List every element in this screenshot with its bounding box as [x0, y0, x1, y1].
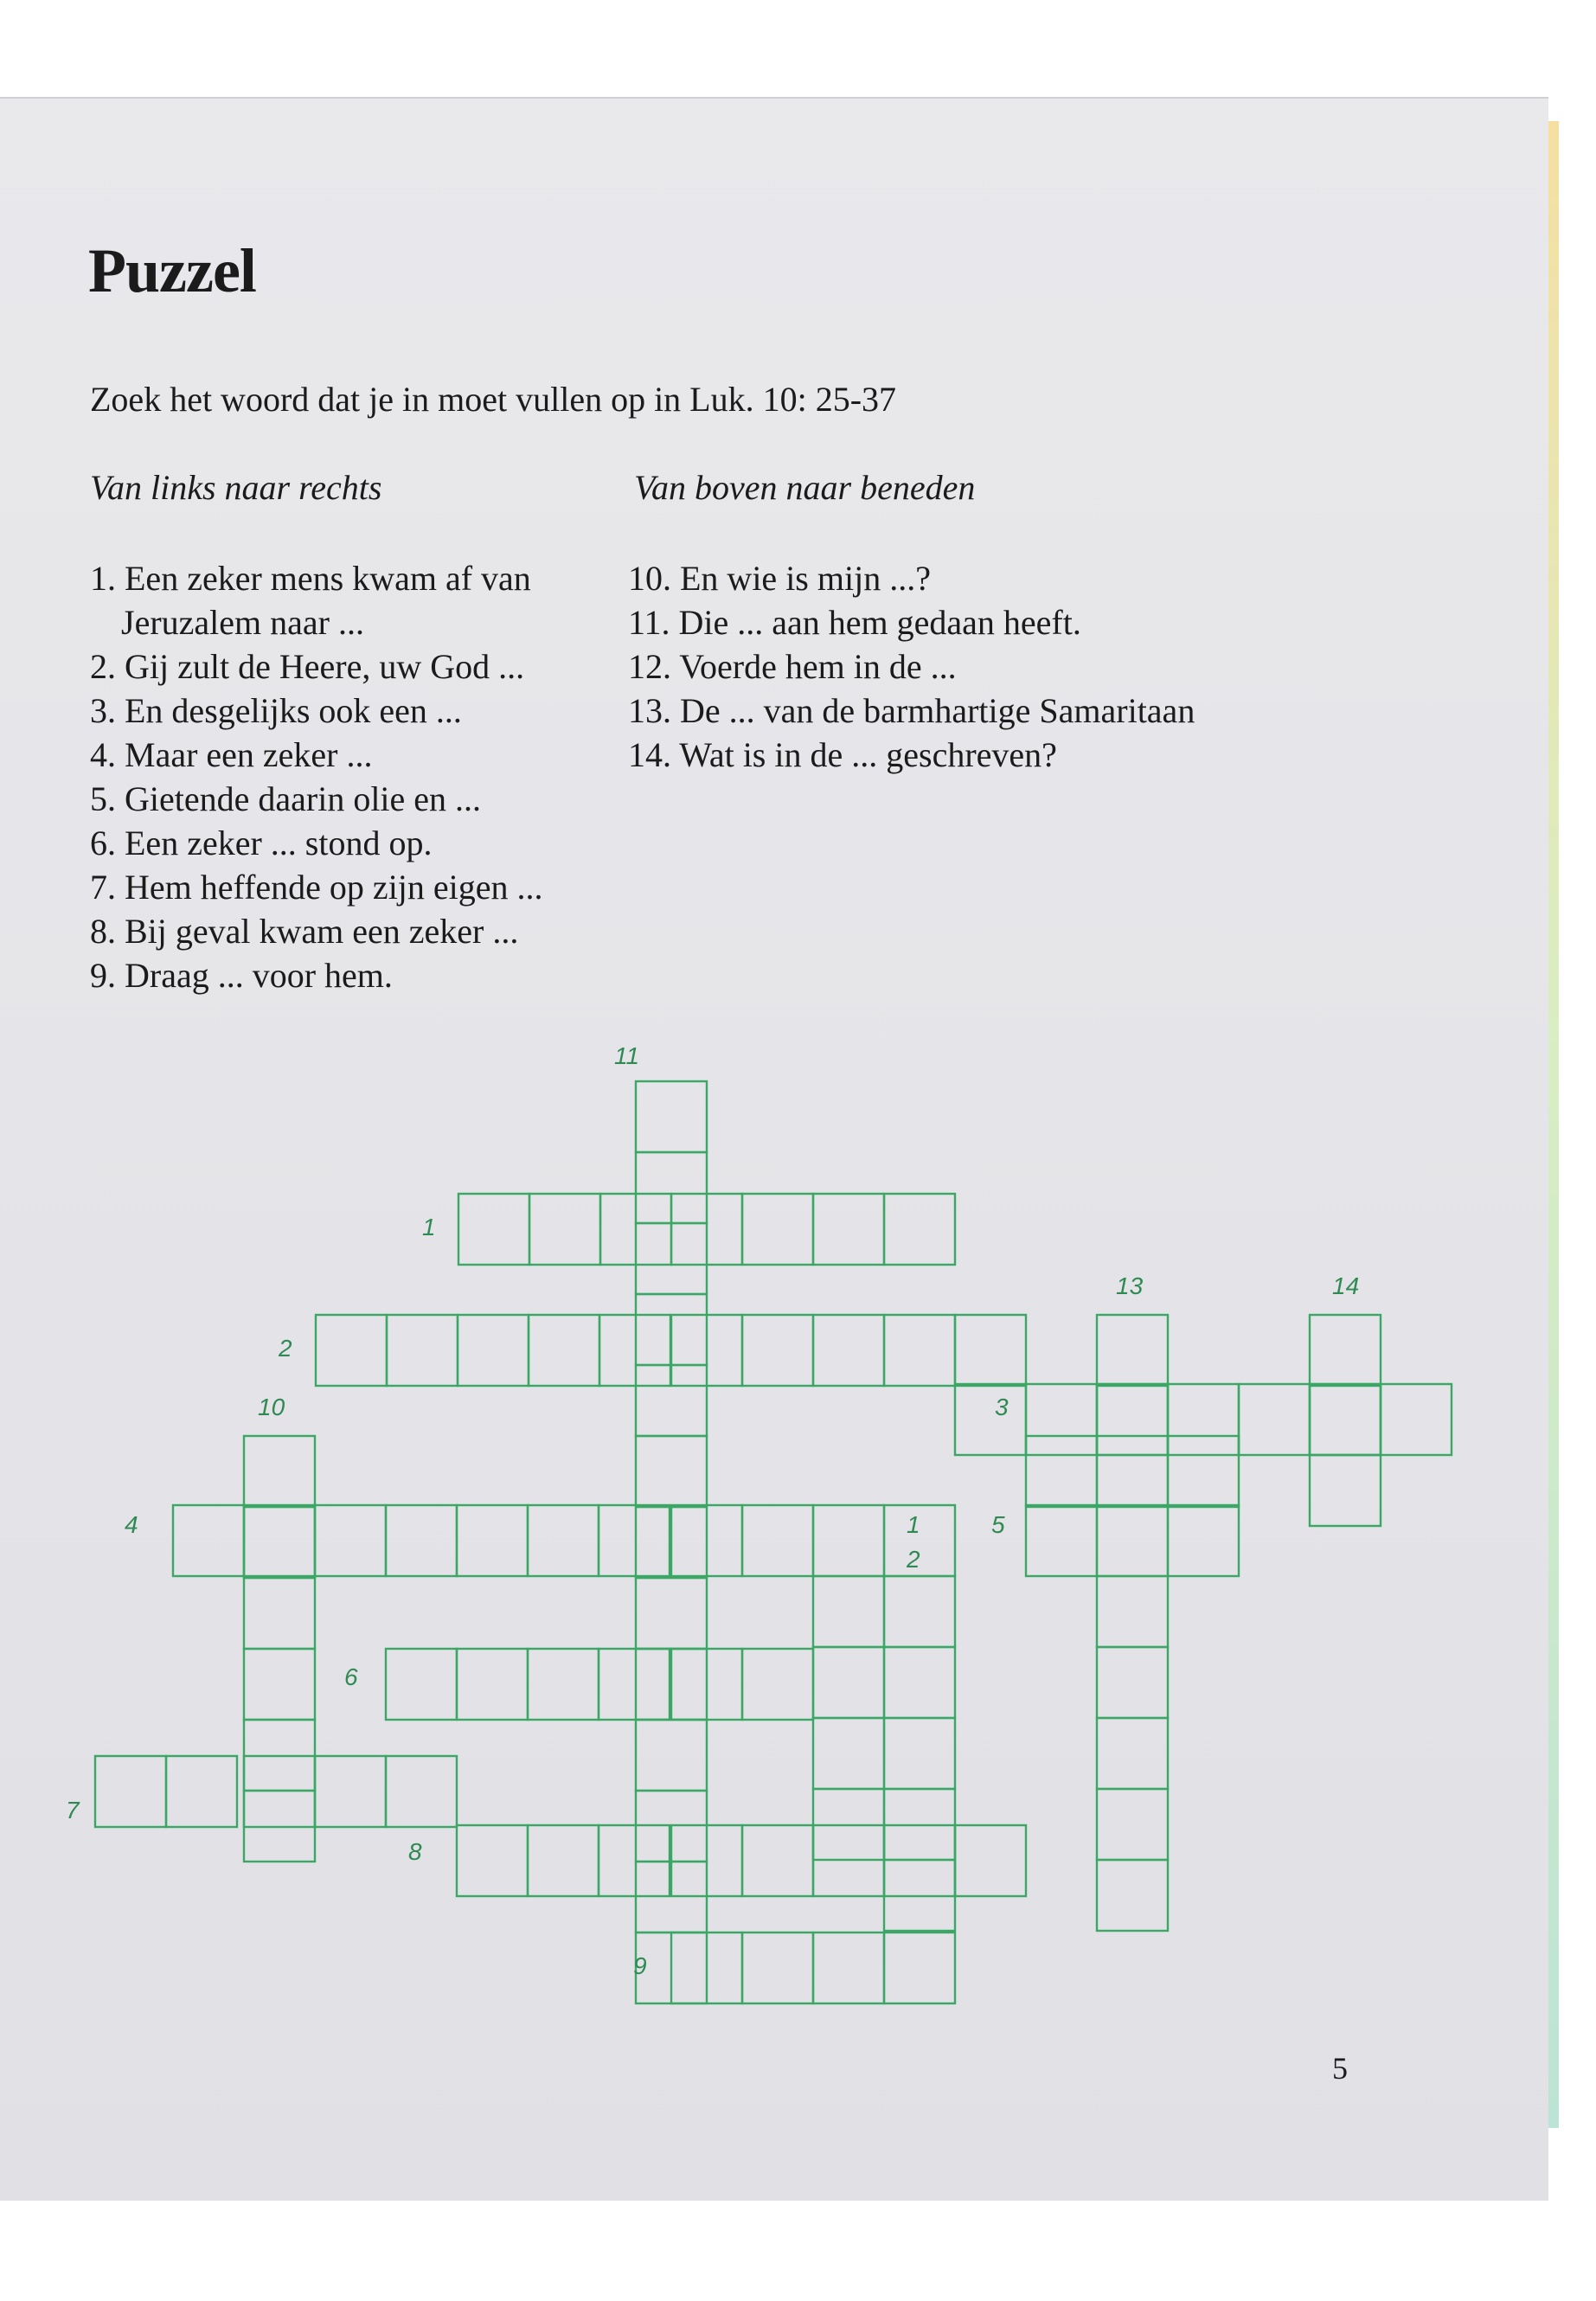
- grid-cell: [1168, 1436, 1239, 1507]
- down-heading: Van boven naar beneden: [634, 468, 976, 507]
- down-clue: 10. En wie is mijn ...?: [628, 559, 931, 598]
- grid-cell: [955, 1825, 1026, 1896]
- grid-number: 10: [258, 1394, 285, 1420]
- grid-cell: [387, 1315, 458, 1386]
- grid-cell: [457, 1505, 528, 1576]
- grid-cell: [1097, 1576, 1168, 1647]
- grid-cell: [884, 1647, 955, 1718]
- grid-cell: [386, 1505, 457, 1576]
- grid-cell: [742, 1505, 813, 1576]
- grid-cell: [458, 1194, 529, 1265]
- grid-cell: [1097, 1718, 1168, 1789]
- page-number: 5: [1332, 2051, 1348, 2086]
- grid-cell: [1097, 1436, 1168, 1507]
- grid-cell: [1310, 1315, 1381, 1386]
- grid-cell: [636, 1436, 707, 1507]
- grid-number: 11: [614, 1042, 640, 1069]
- grid-cell: [884, 1576, 955, 1647]
- grid-cell: [458, 1315, 529, 1386]
- grid-cell: [1381, 1384, 1452, 1455]
- grid-cell: [1168, 1384, 1239, 1455]
- down-clue: 12. Voerde hem in de ...: [628, 647, 957, 686]
- grid-cell: [1097, 1384, 1168, 1455]
- across-clue: 4. Maar een zeker ...: [90, 735, 373, 774]
- grid-cell: [813, 1932, 884, 2003]
- across-clue: 2. Gij zult de Heere, uw God ...: [90, 647, 525, 686]
- grid-cell: [528, 1825, 599, 1896]
- grid-cell: [244, 1578, 315, 1649]
- grid-cell: [884, 1194, 955, 1265]
- grid-cell: [742, 1315, 813, 1386]
- grid-cell: [636, 1720, 707, 1791]
- grid-cell: [813, 1718, 884, 1789]
- grid-cell: [599, 1505, 670, 1576]
- grid-cell: [1026, 1384, 1097, 1455]
- down-clue: 11. Die ... aan hem gedaan heeft.: [628, 603, 1081, 642]
- across-clue: 3. En desgelijks ook een ...: [90, 691, 462, 730]
- grid-cell: [529, 1315, 599, 1386]
- grid-cell: [1026, 1505, 1097, 1576]
- grid-cell: [457, 1825, 528, 1896]
- down-clue: 13. De ... van de barmhartige Samaritaan: [628, 691, 1195, 730]
- grid-number: 14: [1332, 1272, 1360, 1299]
- grid-cell: [1310, 1384, 1381, 1455]
- grid-cell: [955, 1384, 1026, 1455]
- grid-cell: [244, 1505, 315, 1576]
- grid-number: 1: [422, 1214, 436, 1240]
- grid-cell: [813, 1315, 884, 1386]
- grid-cell: [955, 1315, 1026, 1386]
- grid-cell: [528, 1505, 599, 1576]
- grid-cell: [1168, 1505, 1239, 1576]
- grid-cell: [244, 1507, 315, 1578]
- grid-cell: [1097, 1505, 1168, 1576]
- grid-cell: [813, 1647, 884, 1718]
- grid-cell: [813, 1576, 884, 1647]
- across-clue: 7. Hem heffende op zijn eigen ...: [90, 868, 543, 907]
- grid-cell: [884, 1315, 955, 1386]
- grid-cell: [1097, 1315, 1168, 1386]
- grid-cell: [742, 1649, 813, 1720]
- grid-cell: [742, 1932, 813, 2003]
- grid-number: 6: [344, 1663, 358, 1690]
- grid-cell: [244, 1436, 315, 1507]
- grid-cell: [742, 1825, 813, 1896]
- grid-cell: [1310, 1455, 1381, 1526]
- grid-number: 5: [991, 1511, 1005, 1538]
- grid-cell: [95, 1756, 166, 1827]
- grid-number: 1: [907, 1511, 920, 1538]
- grid-cell: [742, 1194, 813, 1265]
- grid-cell: [528, 1649, 599, 1720]
- grid-cell: [315, 1505, 386, 1576]
- grid-number: 7: [66, 1797, 80, 1823]
- grid-cell: [599, 1649, 670, 1720]
- grid-cell: [316, 1315, 387, 1386]
- across-heading: Van links naar rechts: [90, 468, 382, 507]
- down-clue: 14. Wat is in de ... geschreven?: [628, 735, 1057, 774]
- grid-cell: [636, 1578, 707, 1649]
- grid-cell: [884, 1932, 955, 2003]
- grid-cell: [813, 1194, 884, 1265]
- grid-number: 13: [1116, 1272, 1144, 1299]
- across-clue: 6. Een zeker ... stond op.: [90, 824, 433, 862]
- grid-cell: [244, 1649, 315, 1720]
- grid-number: 2: [279, 1335, 292, 1362]
- grid-number: 2: [907, 1546, 920, 1573]
- grid-cell: [1097, 1860, 1168, 1931]
- across-clue: 5. Gietende daarin olie en ...: [90, 779, 482, 818]
- grid-cell: [386, 1649, 457, 1720]
- grid-number: 8: [408, 1838, 422, 1865]
- intro-text: Zoek het woord dat je in moet vullen op in Luk. 10: 25-37: [90, 380, 897, 419]
- across-clue: 9. Draag ... voor hem.: [90, 956, 393, 995]
- grid-number: 4: [125, 1511, 138, 1538]
- grid-cell: [529, 1194, 600, 1265]
- grid-cell: [1097, 1384, 1168, 1455]
- grid-cell: [166, 1756, 237, 1827]
- grid-cell: [1310, 1384, 1381, 1455]
- grid-number: 9: [633, 1952, 647, 1979]
- grid-cell: [457, 1649, 528, 1720]
- page-title: Puzzel: [88, 236, 256, 305]
- across-clue: Jeruzalem naar ...: [121, 603, 364, 642]
- grid-cell: [386, 1756, 457, 1827]
- grid-cell: [813, 1505, 884, 1576]
- grid-cell: [1239, 1384, 1310, 1455]
- across-clue: 1. Een zeker mens kwam af van: [90, 559, 531, 598]
- grid-cell: [1097, 1789, 1168, 1860]
- grid-cell: [1026, 1436, 1097, 1507]
- grid-number: 3: [995, 1394, 1009, 1420]
- grid-cell: [636, 1081, 707, 1152]
- grid-cell: [1097, 1647, 1168, 1718]
- grid-cell: [884, 1718, 955, 1789]
- across-clue: 8. Bij geval kwam een zeker ...: [90, 912, 519, 951]
- grid-cell: [315, 1756, 386, 1827]
- grid-cell: [173, 1505, 244, 1576]
